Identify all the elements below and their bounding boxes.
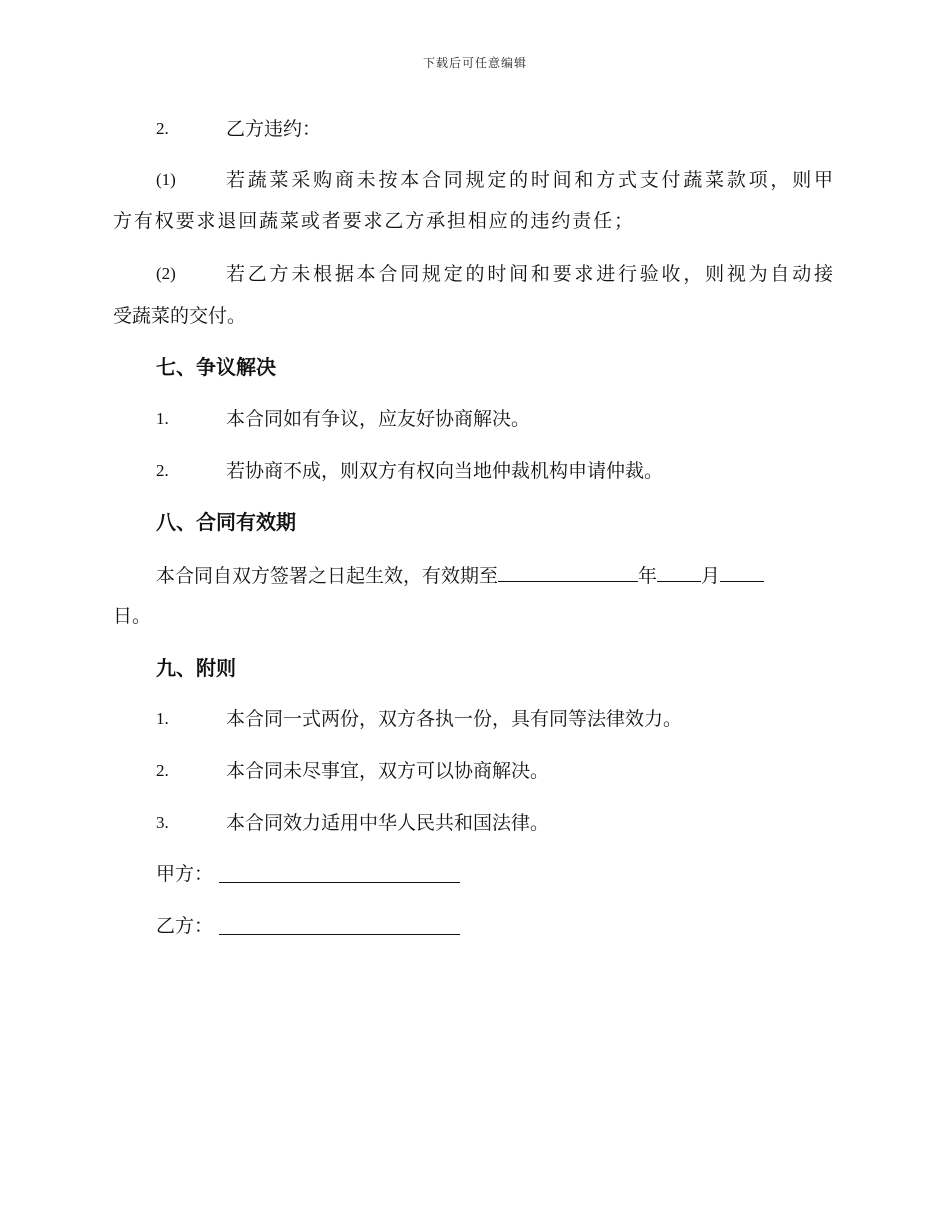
item-text: 本合同一式两份，双方各执一份，具有同等法律效力。 bbox=[226, 708, 683, 730]
item-number: 2. bbox=[156, 461, 169, 480]
item-number: 3. bbox=[156, 813, 169, 832]
item-number: 1. bbox=[156, 709, 169, 728]
subitem-text-line1: 若蔬菜采购商未按本合同规定的时间和方式支付蔬菜款项，则甲 bbox=[226, 169, 833, 191]
subitem-text-line1: 若乙方未根据本合同规定的时间和要求进行验收，则视为自动接 bbox=[226, 263, 833, 285]
section-heading: 九、附则 bbox=[156, 656, 236, 680]
subitem-number: (1) bbox=[156, 170, 176, 189]
validity-line2: 日。 bbox=[113, 605, 152, 627]
section-heading: 八、合同有效期 bbox=[156, 510, 296, 534]
subitem-text-line2: 受蔬菜的交付。 bbox=[113, 305, 247, 327]
item-text: 本合同如有争议，应友好协商解决。 bbox=[226, 408, 531, 430]
party-a-signature-line[interactable] bbox=[219, 882, 460, 883]
party-b-label: 乙方： bbox=[156, 915, 214, 937]
year-label: 年 bbox=[638, 565, 658, 587]
item-text: 本合同未尽事宜，双方可以协商解决。 bbox=[226, 760, 550, 782]
validity-text: 本合同自双方签署之日起生效，有效期至 bbox=[156, 565, 499, 587]
subitem-number: (2) bbox=[156, 264, 176, 283]
validity-line bbox=[156, 561, 764, 589]
party-a-label: 甲方： bbox=[156, 863, 214, 885]
month-label: 月 bbox=[701, 565, 721, 587]
end-date-blank[interactable] bbox=[498, 561, 638, 582]
page-header: 下载后可任意编辑 bbox=[422, 56, 527, 70]
item-number: 2. bbox=[156, 119, 169, 138]
item-number: 1. bbox=[156, 409, 169, 428]
item-text: 若协商不成，则双方有权向当地仲裁机构申请仲裁。 bbox=[226, 460, 664, 482]
month-blank[interactable] bbox=[657, 561, 701, 582]
day-blank[interactable] bbox=[720, 561, 764, 582]
party-b-signature-line[interactable] bbox=[219, 934, 460, 935]
item-text: 本合同效力适用中华人民共和国法律。 bbox=[226, 812, 550, 834]
item-text: 乙方违约： bbox=[226, 118, 322, 140]
section-heading: 七、争议解决 bbox=[156, 355, 276, 379]
subitem-text-line2: 方有权要求退回蔬菜或者要求乙方承担相应的违约责任； bbox=[113, 210, 633, 232]
item-number: 2. bbox=[156, 761, 169, 780]
